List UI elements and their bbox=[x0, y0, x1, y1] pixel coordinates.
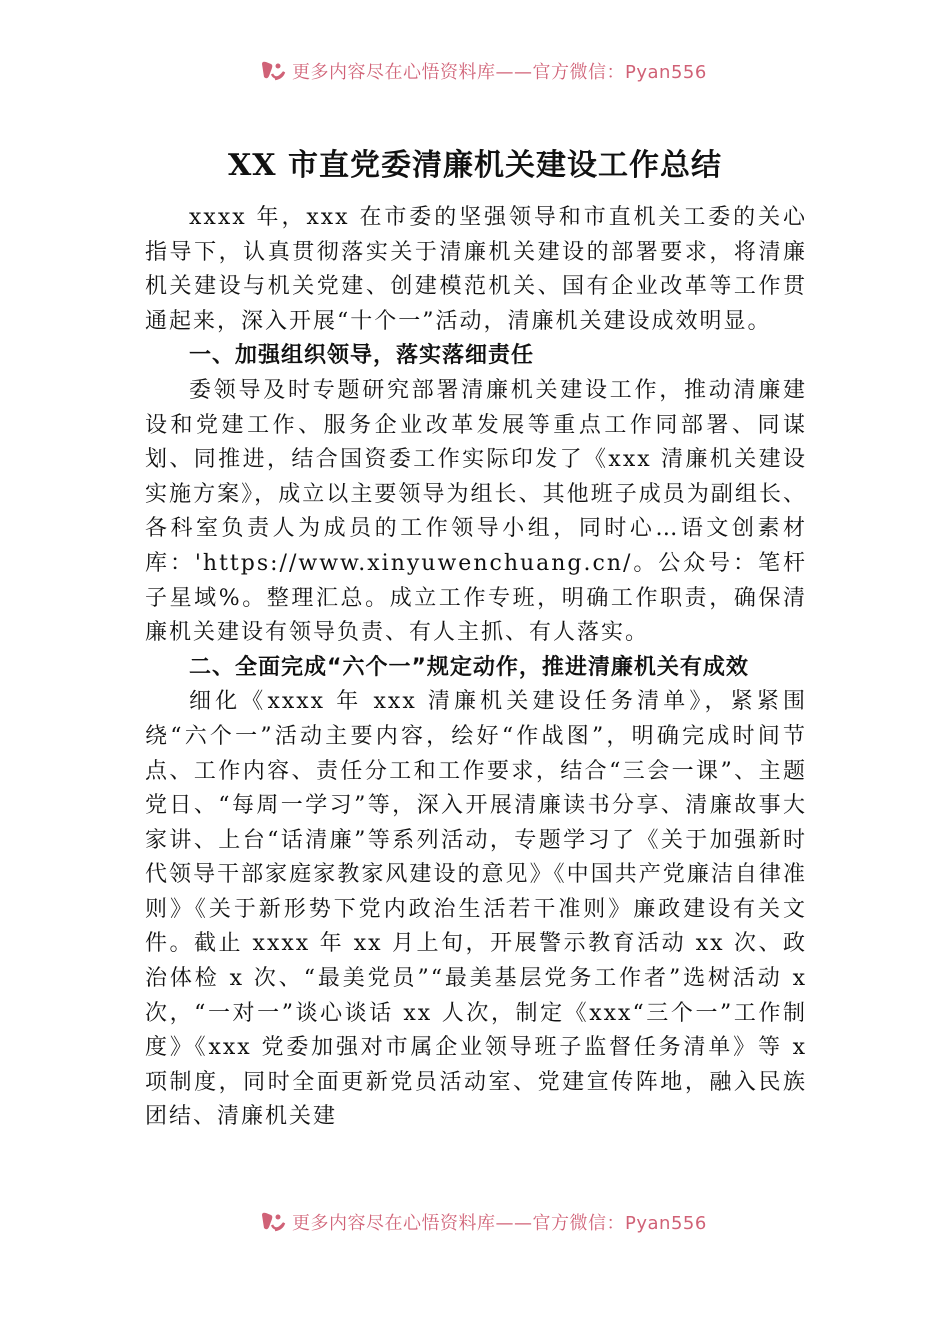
banner-text: 更多内容尽在心悟资料库——官方微信：Pyan556 bbox=[292, 1213, 707, 1233]
section-2-paragraph: 细化《xxxx 年 xxx 清廉机关建设任务清单》，紧紧围绕“六个一”活动主要内容，绘好“作战图”，明确完成时间节点、工作内容、责任分工和工作要求，结合“三会一课”、主题党日、“每周一学习”等，深入开展清廉读书分享、清廉故事大家讲、上台“话清廉”等系列活动，专题学习了《关于加强新时代领导干部家庭家教家风建设的意见》《中国共产党廉洁自律准则》《关于新形势下党内政治生活若干准则》廉政建设有关文件。截止 xxxx 年 xx 月上旬，开展警示教育活动 xx 次、政治体检 x 次、“最美党员”“最美基层党务工作者”选树活动 x 次，“一对一”谈心谈话 xx 人次，制定《xxx“三个一”工作制度》《xxx 党委加强对市属企业领导班子监督任务清单》等 x 项制度，同时全面更新党员活动室、党建宣传阵地，融入民族团结、清廉机关建 bbox=[145, 689, 807, 1130]
header-watermark-banner bbox=[0, 52, 950, 82]
brand-logo-icon bbox=[258, 1209, 288, 1233]
banner-text: 更多内容尽在心悟资料库——官方微信：Pyan556 bbox=[292, 62, 707, 82]
intro-paragraph: xxxx 年，xxx 在市委的坚强领导和市直机关工委的关心指导下，认真贯彻落实关于清廉机关建设的部署要求，将清廉机关建设与机关党建、创建模范机关、国有企业改革等工作贯通起来，深入开展“十个一”活动，清廉机关建设成效明显。 bbox=[145, 205, 807, 334]
section-1-heading: 一、加强组织领导，落实落细责任 bbox=[189, 343, 535, 369]
section-2-heading: 二、全面完成“六个一”规定动作，推进清廉机关有成效 bbox=[189, 654, 749, 680]
document-title: XX 市直党委清廉机关建设工作总结 bbox=[228, 148, 722, 183]
footer-watermark-banner bbox=[0, 1203, 950, 1233]
brand-logo-icon bbox=[258, 58, 288, 82]
document-body bbox=[145, 201, 807, 1135]
section-1-paragraph: 委领导及时专题研究部署清廉机关建设工作，推动清廉建设和党建工作、服务企业改革发展等重点工作同部署、同谋划、同推进，结合国资委工作实际印发了《xxx 清廉机关建设实施方案》，成立以主要领导为组长、其他班子成员为副组长、各科室负责人为成员的工作领导小组，同时心…语文创素材库：'https://www.xinyuwenchuang.cn/。公众号：笔杆子星域%。整理汇总。成立工作专班，明确工作职责，确保清廉机关建设有领导负责、有人主抓、有人落实。 bbox=[145, 377, 807, 646]
